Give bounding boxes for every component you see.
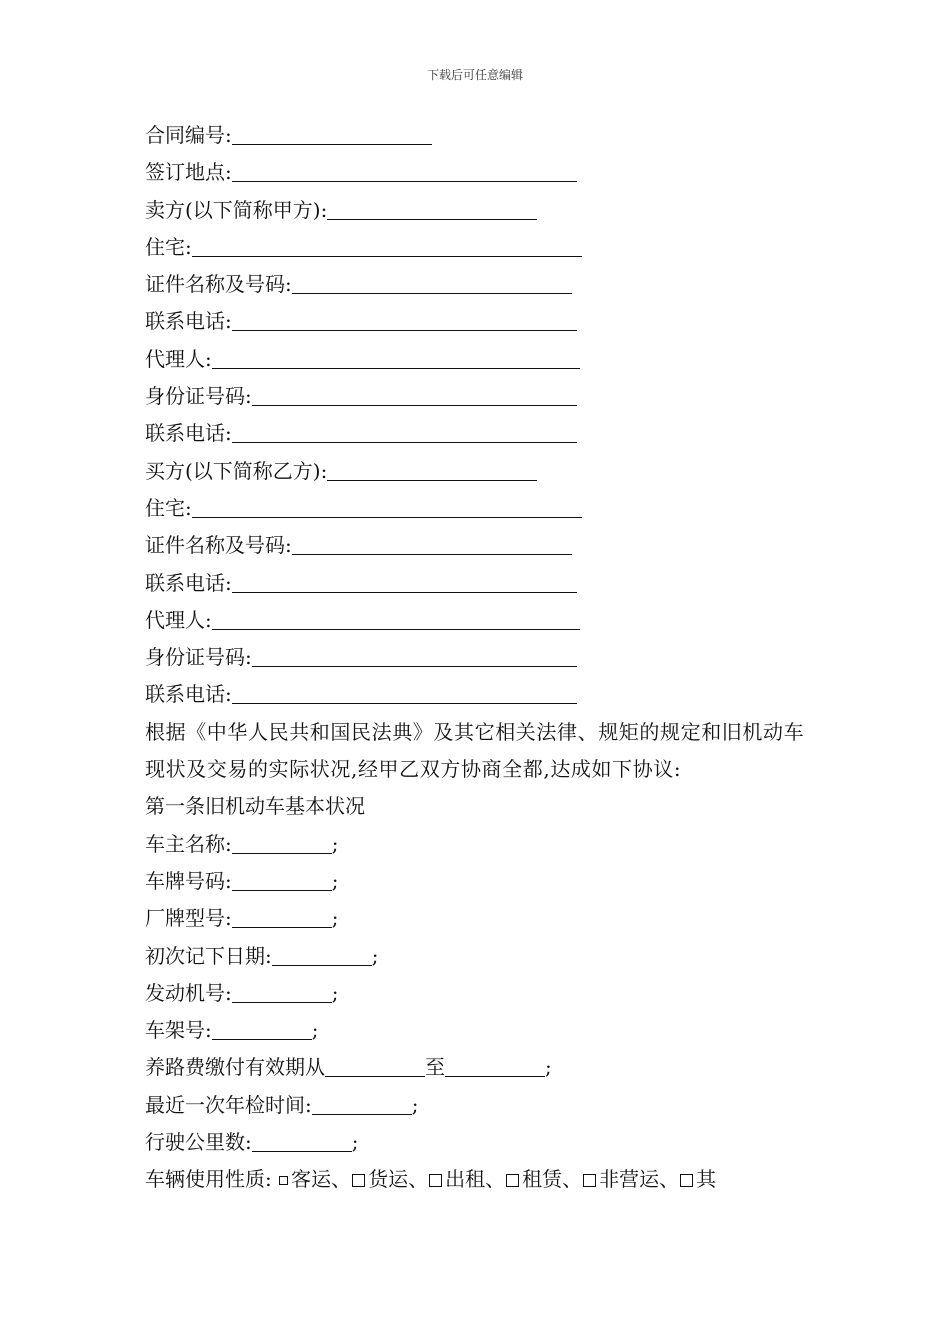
mileage-blank[interactable] [252, 1150, 352, 1152]
field-line [145, 192, 810, 229]
mileage-label: 行驶公里数: [145, 1130, 252, 1155]
field-line [145, 565, 810, 602]
field-line [145, 229, 810, 266]
party-fields [145, 117, 810, 714]
vehicle-field-line [145, 975, 810, 1012]
field-label: 合同编号: [145, 123, 232, 147]
usage-option-label: 客运、 [291, 1167, 352, 1192]
field-label: 联系电话: [145, 682, 232, 707]
field-blank[interactable] [232, 441, 577, 443]
field-line [145, 676, 810, 713]
field-blank[interactable] [192, 516, 582, 518]
road-fee-prefix: 养路费缴付有效期从 [145, 1055, 325, 1080]
field-line [145, 453, 810, 490]
field-blank[interactable] [232, 702, 577, 704]
vehicle-field-blank[interactable] [232, 926, 332, 928]
usage-option-label: 非营运、 [599, 1167, 680, 1192]
vehicle-field-line [145, 1012, 810, 1049]
field-label: 买方(以下简称乙方): [145, 458, 328, 483]
checkbox-icon[interactable] [352, 1174, 365, 1187]
field-blank[interactable] [327, 218, 537, 220]
usage-option-label: 出租、 [445, 1167, 506, 1192]
field-line [145, 602, 810, 639]
vehicle-field-end: ; [371, 943, 379, 968]
field-line [145, 378, 810, 415]
field-label: 联系电话: [145, 309, 232, 334]
last-inspection-end: ; [411, 1092, 419, 1117]
field-line [145, 639, 810, 676]
usage-option-label: 租赁、 [522, 1167, 583, 1192]
usage-option-label: 其 [696, 1167, 717, 1192]
field-line [145, 490, 810, 527]
field-blank[interactable] [292, 292, 572, 294]
field-line [145, 266, 810, 303]
road-fee-line [145, 1049, 810, 1086]
field-label: 联系电话: [145, 421, 232, 446]
page-header: 下载后可任意编辑 [426, 68, 523, 82]
field-label: 住宅: [145, 495, 192, 520]
vehicle-field-blank[interactable] [232, 1001, 332, 1003]
checkbox-icon[interactable] [506, 1174, 519, 1187]
agreement-paragraph: 根据《中华人民共和国民法典》及其它相关法律、规矩的规定和旧机动车现状及交易的实际状况,经甲乙双方协商全都,达成如下协议: [145, 719, 805, 782]
checkbox-icon[interactable] [279, 1176, 288, 1185]
mileage-line [145, 1124, 810, 1161]
field-blank[interactable] [232, 180, 577, 182]
field-blank[interactable] [252, 665, 577, 667]
vehicle-field-blank[interactable] [232, 889, 332, 891]
field-blank[interactable] [252, 404, 577, 406]
last-inspection-label: 最近一次年检时间: [145, 1092, 312, 1117]
vehicle-field-line [145, 863, 810, 900]
field-label: 联系电话: [145, 570, 232, 595]
vehicle-field-end: ; [331, 906, 339, 931]
road-fee-end: ; [545, 1055, 552, 1080]
vehicle-field-line [145, 826, 810, 863]
field-label: 代理人: [145, 346, 212, 371]
vehicle-field-end: ; [311, 1018, 319, 1043]
last-inspection-line [145, 1087, 810, 1124]
field-line [145, 341, 810, 378]
field-label: 签订地点: [145, 160, 232, 185]
vehicle-field-blank[interactable] [232, 852, 332, 854]
vehicle-field-line [145, 938, 810, 975]
field-line [145, 527, 810, 564]
vehicle-field-label: 车架号: [145, 1018, 212, 1043]
contract-body [145, 117, 810, 1199]
field-blank[interactable] [232, 143, 432, 145]
vehicle-field-label: 厂牌型号: [145, 906, 232, 931]
field-blank[interactable] [192, 255, 582, 257]
checkbox-icon[interactable] [680, 1174, 693, 1187]
field-label: 卖方(以下简称甲方): [145, 197, 328, 222]
road-fee-from-blank[interactable] [325, 1075, 425, 1077]
usage-option-label: 货运、 [368, 1167, 429, 1192]
field-line [145, 117, 810, 154]
last-inspection-blank[interactable] [312, 1113, 412, 1115]
vehicle-field-end: ; [331, 868, 339, 893]
vehicle-field-label: 发动机号: [145, 980, 232, 1005]
vehicle-field-label: 初次记下日期: [145, 943, 272, 968]
road-fee-to-blank[interactable] [445, 1075, 545, 1077]
checkbox-icon[interactable] [583, 1174, 596, 1187]
usage-line [145, 1161, 810, 1198]
field-label: 身份证号码: [145, 384, 252, 409]
vehicle-field-end: ; [331, 831, 339, 856]
field-label: 证件名称及号码: [145, 272, 292, 297]
field-blank[interactable] [212, 367, 580, 369]
field-blank[interactable] [212, 628, 580, 630]
vehicle-field-line [145, 900, 810, 937]
field-line [145, 415, 810, 452]
field-line [145, 154, 810, 191]
field-label: 代理人: [145, 607, 212, 632]
field-blank[interactable] [327, 479, 537, 481]
vehicle-field-end: ; [331, 980, 339, 1005]
field-blank[interactable] [232, 329, 577, 331]
field-blank[interactable] [292, 553, 572, 555]
mileage-end: ; [351, 1130, 359, 1155]
vehicle-field-label: 车主名称: [145, 831, 232, 856]
usage-label: 车辆使用性质: [145, 1167, 272, 1192]
vehicle-field-label: 车牌号码: [145, 868, 232, 893]
field-label: 证件名称及号码: [145, 533, 292, 558]
road-fee-mid: 至 [425, 1055, 445, 1080]
vehicle-field-blank[interactable] [272, 964, 372, 966]
vehicle-field-blank[interactable] [212, 1038, 312, 1040]
article-1-title: 第一条旧机动车基本状况 [145, 794, 365, 819]
field-label: 住宅: [145, 234, 192, 259]
vehicle-fields [145, 826, 810, 1050]
field-line [145, 303, 810, 340]
field-blank[interactable] [232, 591, 577, 593]
field-label: 身份证号码: [145, 645, 252, 670]
checkbox-icon[interactable] [429, 1174, 442, 1187]
